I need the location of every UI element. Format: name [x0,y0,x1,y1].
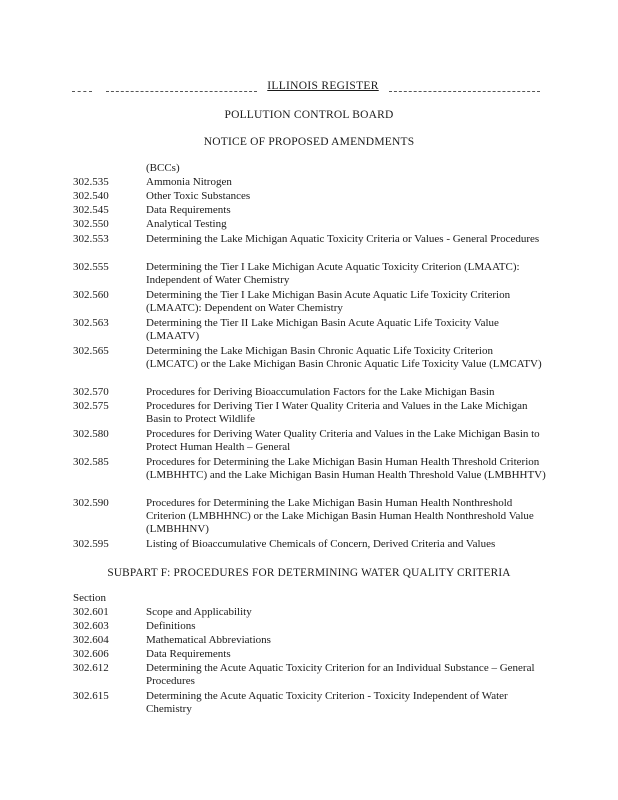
section-number: 302.535 [73,176,109,188]
section-number: 302.604 [73,634,109,646]
header-rule-left [106,83,257,92]
header-rule-left-short [72,83,92,92]
notice-title: NOTICE OF PROPOSED AMENDMENTS [203,136,415,148]
section-number: 302.585 [73,456,109,468]
section-number: 302.555 [73,261,109,273]
section-number: 302.553 [73,233,109,245]
section-title: Determining the Tier II Lake Michigan Basin Acute Aquatic Life Toxicity Value (LMAATV) [146,317,499,342]
section-number: 302.575 [73,400,109,412]
section-number: 302.563 [73,317,109,329]
subpart-heading: SUBPART F: PROCEDURES FOR DETERMINING WATER QUALITY CRITERIA [107,567,511,579]
section-title: Other Toxic Substances [146,190,251,202]
section-title: Data Requirements [146,204,231,216]
section-title: Scope and Applicability [146,606,252,618]
section-title: Procedures for Deriving Bioaccumulation Factors for the Lake Michigan Basin [146,386,495,398]
section-number: 302.606 [73,648,109,660]
section-title: Definitions [146,620,196,632]
section-title: Determining the Tier I Lake Michigan Basin Acute Aquatic Life Toxicity Criterion (LMAATC): Dependent on Water Chemistry [146,289,511,314]
section-title: Determining the Tier I Lake Michigan Acute Aquatic Toxicity Criterion (LMAATC): Independent of Water Chemistry [146,261,520,286]
section-label: Section [73,592,106,604]
section-number: 302.590 [73,497,109,509]
section-title: Determining the Lake Michigan Aquatic Toxicity Criteria or Values - General Procedures [146,233,540,245]
section-number: 302.601 [73,606,109,618]
section-number: 302.595 [73,538,109,550]
section-number: 302.550 [73,218,109,230]
section-title: Determining the Lake Michigan Basin Chronic Aquatic Life Toxicity Criterion (LMCATC) or the Lake Michigan Basin Chronic Aquatic Life Toxicity Value (LMCATV) [146,345,542,370]
section-title: Procedures for Determining the Lake Michigan Basin Human Health Threshold Criterion (LMBHHTC) and the Lake Michigan Basin Human Health Threshold Value (LMBHHTV) [146,456,546,481]
section-number: 302.580 [73,428,109,440]
header-rule-right [389,83,540,92]
agency-title: POLLUTION CONTROL BOARD [224,109,394,121]
section-title: Analytical Testing [146,218,227,230]
section-number: 302.565 [73,345,109,357]
section-number: 302.560 [73,289,109,301]
section-title: Procedures for Determining the Lake Michigan Basin Human Health Nonthreshold Criterion (LMBHHNC) or the Lake Michigan Basin Human Health Nonthreshold Value (LMBHHNV) [146,497,534,535]
section-title: Procedures for Deriving Tier I Water Quality Criteria and Values in the Lake Michigan Basin to Protect Wildlife [146,400,528,425]
continued-label: (BCCs) [146,162,180,174]
section-title: Data Requirements [146,648,231,660]
section-number: 302.612 [73,662,109,674]
section-number: 302.603 [73,620,109,632]
section-title: Procedures for Deriving Water Quality Criteria and Values in the Lake Michigan Basin to Protect Human Health – General [146,428,540,453]
register-header [72,80,540,92]
section-title: Mathematical Abbreviations [146,634,271,646]
section-number: 302.570 [73,386,109,398]
section-number: 302.615 [73,690,109,702]
register-title: ILLINOIS REGISTER [267,80,379,92]
section-title: Ammonia Nitrogen [146,176,232,188]
section-number: 302.545 [73,204,109,216]
section-number: 302.540 [73,190,109,202]
section-title: Determining the Acute Aquatic Toxicity Criterion for an Individual Substance – General Procedures [146,662,535,687]
section-title: Listing of Bioaccumulative Chemicals of Concern, Derived Criteria and Values [146,538,496,550]
section-title: Determining the Acute Aquatic Toxicity Criterion - Toxicity Independent of Water Chemistry [146,690,508,715]
